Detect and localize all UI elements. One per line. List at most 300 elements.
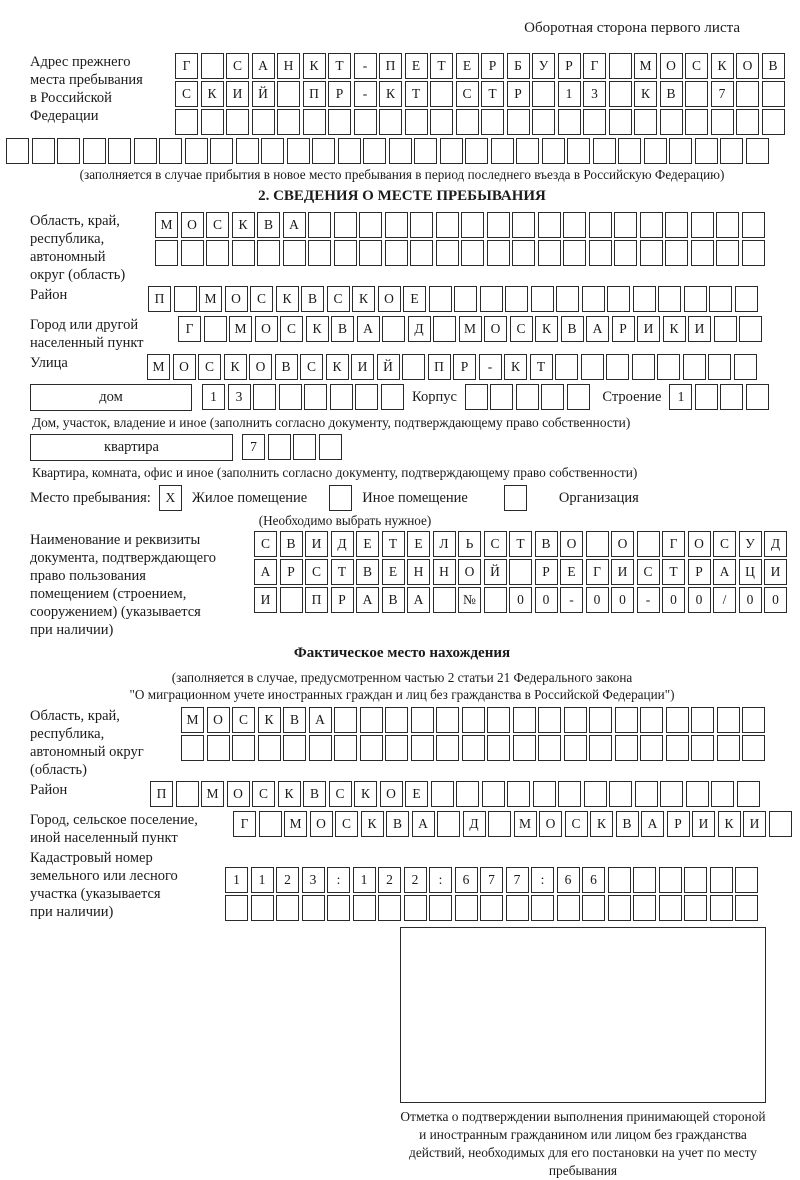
char-box[interactable]	[410, 240, 433, 266]
char-box[interactable]	[564, 735, 587, 761]
char-box[interactable]: С	[637, 559, 660, 585]
char-box[interactable]	[334, 707, 357, 733]
char-box[interactable]: Й	[484, 559, 507, 585]
char-box[interactable]: 3	[228, 384, 251, 410]
char-box[interactable]: В	[331, 316, 354, 342]
char-box[interactable]: Т	[382, 531, 405, 557]
char-box[interactable]	[538, 735, 561, 761]
char-box[interactable]: С	[305, 559, 328, 585]
char-box[interactable]: В	[535, 531, 558, 557]
char-box[interactable]	[201, 109, 224, 135]
char-box[interactable]	[433, 587, 456, 613]
char-box[interactable]	[405, 109, 428, 135]
char-box[interactable]: П	[303, 81, 326, 107]
char-box[interactable]	[201, 53, 224, 79]
char-box[interactable]	[277, 109, 300, 135]
char-box[interactable]: О	[660, 53, 683, 79]
char-box[interactable]	[710, 867, 733, 893]
char-box[interactable]: -	[560, 587, 583, 613]
char-box[interactable]	[509, 559, 532, 585]
char-box[interactable]: Д	[408, 316, 431, 342]
char-box[interactable]	[634, 109, 657, 135]
char-box[interactable]	[385, 707, 408, 733]
char-box[interactable]	[615, 735, 638, 761]
char-box[interactable]	[742, 707, 765, 733]
char-box[interactable]	[736, 109, 759, 135]
char-box[interactable]: С	[250, 286, 273, 312]
char-box[interactable]: Д	[463, 811, 486, 837]
char-box[interactable]	[640, 707, 663, 733]
char-box[interactable]: С	[510, 316, 533, 342]
char-box[interactable]	[287, 138, 310, 164]
char-box[interactable]	[640, 735, 663, 761]
char-box[interactable]: С	[252, 781, 275, 807]
char-box[interactable]: А	[713, 559, 736, 585]
char-box[interactable]: Л	[433, 531, 456, 557]
char-box[interactable]: -	[354, 81, 377, 107]
char-box[interactable]: И	[254, 587, 277, 613]
char-box[interactable]: К	[711, 53, 734, 79]
char-box[interactable]	[181, 735, 204, 761]
char-box[interactable]: 0	[739, 587, 762, 613]
char-box[interactable]	[354, 109, 377, 135]
char-box[interactable]: Р	[558, 53, 581, 79]
char-box[interactable]: У	[739, 531, 762, 557]
char-box[interactable]: -	[354, 53, 377, 79]
char-box[interactable]: П	[305, 587, 328, 613]
char-box[interactable]	[480, 286, 503, 312]
char-box[interactable]	[465, 384, 488, 410]
char-box[interactable]	[542, 138, 565, 164]
char-box[interactable]: М	[147, 354, 170, 380]
char-box[interactable]	[402, 354, 425, 380]
char-box[interactable]: К	[504, 354, 527, 380]
char-box[interactable]: Г	[586, 559, 609, 585]
char-box[interactable]: В	[280, 531, 303, 557]
char-box[interactable]: Т	[662, 559, 685, 585]
char-box[interactable]: Н	[433, 559, 456, 585]
char-box[interactable]: Е	[560, 559, 583, 585]
char-box[interactable]: И	[637, 316, 660, 342]
char-box[interactable]	[684, 867, 707, 893]
char-box[interactable]	[303, 109, 326, 135]
char-box[interactable]	[465, 138, 488, 164]
char-box[interactable]	[709, 286, 732, 312]
char-box[interactable]: У	[532, 53, 555, 79]
char-box[interactable]	[487, 240, 510, 266]
char-box[interactable]	[236, 138, 259, 164]
char-box[interactable]: 0	[535, 587, 558, 613]
char-box[interactable]	[735, 895, 758, 921]
char-box[interactable]	[583, 109, 606, 135]
char-box[interactable]: С	[565, 811, 588, 837]
char-box[interactable]	[507, 109, 530, 135]
char-box[interactable]	[742, 240, 765, 266]
char-box[interactable]	[176, 781, 199, 807]
char-box[interactable]: В	[356, 559, 379, 585]
char-box[interactable]: К	[590, 811, 613, 837]
char-box[interactable]: Р	[667, 811, 690, 837]
char-box[interactable]: О	[458, 559, 481, 585]
char-box[interactable]: К	[232, 212, 255, 238]
char-box[interactable]	[666, 735, 689, 761]
char-box[interactable]: Й	[252, 81, 275, 107]
char-box[interactable]: М	[634, 53, 657, 79]
char-box[interactable]	[308, 240, 331, 266]
char-box[interactable]: Г	[583, 53, 606, 79]
char-box[interactable]: И	[688, 316, 711, 342]
char-box[interactable]: М	[155, 212, 178, 238]
char-box[interactable]: А	[252, 53, 275, 79]
char-box[interactable]: В	[303, 781, 326, 807]
char-box[interactable]	[334, 212, 357, 238]
char-box[interactable]: К	[663, 316, 686, 342]
char-box[interactable]	[607, 286, 630, 312]
char-box[interactable]: В	[275, 354, 298, 380]
char-box[interactable]	[660, 109, 683, 135]
char-box[interactable]: О	[207, 707, 230, 733]
char-box[interactable]: А	[283, 212, 306, 238]
char-box[interactable]	[609, 781, 632, 807]
char-box[interactable]	[736, 81, 759, 107]
char-box[interactable]: 1	[202, 384, 225, 410]
char-box[interactable]: /	[713, 587, 736, 613]
char-box[interactable]	[258, 735, 281, 761]
char-box[interactable]	[430, 109, 453, 135]
char-box[interactable]	[659, 867, 682, 893]
char-box[interactable]	[532, 81, 555, 107]
char-box[interactable]	[429, 895, 452, 921]
char-box[interactable]	[567, 138, 590, 164]
char-box[interactable]	[353, 895, 376, 921]
char-box[interactable]	[618, 138, 641, 164]
char-box[interactable]	[279, 384, 302, 410]
char-box[interactable]	[582, 895, 605, 921]
char-box[interactable]	[691, 707, 714, 733]
char-box[interactable]: А	[586, 316, 609, 342]
char-box[interactable]	[210, 138, 233, 164]
char-box[interactable]	[581, 354, 604, 380]
char-box[interactable]	[319, 434, 342, 460]
char-box[interactable]	[582, 286, 605, 312]
char-box[interactable]: Р	[481, 53, 504, 79]
char-box[interactable]	[563, 212, 586, 238]
char-box[interactable]: С	[175, 81, 198, 107]
char-box[interactable]	[360, 707, 383, 733]
char-box[interactable]: Р	[612, 316, 635, 342]
char-box[interactable]	[567, 384, 590, 410]
char-box[interactable]: О	[227, 781, 250, 807]
char-box[interactable]	[251, 895, 274, 921]
char-box[interactable]	[283, 240, 306, 266]
char-box[interactable]: С	[226, 53, 249, 79]
char-box[interactable]	[232, 240, 255, 266]
char-box[interactable]: И	[743, 811, 766, 837]
char-box[interactable]: К	[326, 354, 349, 380]
char-box[interactable]: К	[201, 81, 224, 107]
char-box[interactable]	[259, 811, 282, 837]
char-box[interactable]	[134, 138, 157, 164]
char-box[interactable]	[589, 735, 612, 761]
char-box[interactable]	[308, 212, 331, 238]
char-box[interactable]	[491, 138, 514, 164]
char-box[interactable]	[277, 81, 300, 107]
char-box[interactable]	[411, 707, 434, 733]
char-box[interactable]	[684, 286, 707, 312]
char-box[interactable]	[584, 781, 607, 807]
char-box[interactable]	[615, 707, 638, 733]
char-box[interactable]	[513, 707, 536, 733]
char-box[interactable]: 7	[242, 434, 265, 460]
char-box[interactable]: С	[685, 53, 708, 79]
char-box[interactable]	[389, 138, 412, 164]
char-box[interactable]: Г	[662, 531, 685, 557]
char-box[interactable]	[684, 895, 707, 921]
char-box[interactable]: К	[718, 811, 741, 837]
char-box[interactable]	[268, 434, 291, 460]
char-box[interactable]	[637, 531, 660, 557]
char-box[interactable]	[516, 138, 539, 164]
char-box[interactable]: К	[535, 316, 558, 342]
char-box[interactable]: 7	[506, 867, 529, 893]
char-box[interactable]: С	[327, 286, 350, 312]
char-box[interactable]	[108, 138, 131, 164]
char-box[interactable]: 3	[302, 867, 325, 893]
char-box[interactable]: И	[351, 354, 374, 380]
char-box[interactable]: 6	[455, 867, 478, 893]
char-box[interactable]: О	[539, 811, 562, 837]
char-box[interactable]: А	[254, 559, 277, 585]
char-box[interactable]	[334, 735, 357, 761]
char-box[interactable]	[589, 707, 612, 733]
char-box[interactable]	[762, 109, 785, 135]
char-box[interactable]: Р	[453, 354, 476, 380]
char-box[interactable]: А	[309, 707, 332, 733]
char-box[interactable]: В	[386, 811, 409, 837]
char-box[interactable]: Н	[407, 559, 430, 585]
char-box[interactable]	[586, 531, 609, 557]
char-box[interactable]	[640, 240, 663, 266]
char-box[interactable]: К	[306, 316, 329, 342]
char-box[interactable]	[155, 240, 178, 266]
char-box[interactable]: А	[407, 587, 430, 613]
char-box[interactable]: П	[150, 781, 173, 807]
char-box[interactable]: Т	[509, 531, 532, 557]
char-box[interactable]: И	[692, 811, 715, 837]
char-box[interactable]	[480, 895, 503, 921]
char-box[interactable]	[378, 895, 401, 921]
char-box[interactable]: О	[560, 531, 583, 557]
char-box[interactable]	[487, 212, 510, 238]
char-box[interactable]	[746, 138, 769, 164]
char-box[interactable]	[433, 316, 456, 342]
char-box[interactable]	[533, 781, 556, 807]
char-box[interactable]	[456, 109, 479, 135]
char-box[interactable]: 1	[225, 867, 248, 893]
char-box[interactable]	[174, 286, 197, 312]
char-box[interactable]	[695, 384, 718, 410]
char-box[interactable]	[490, 384, 513, 410]
char-box[interactable]: К	[258, 707, 281, 733]
char-box[interactable]	[257, 240, 280, 266]
char-box[interactable]	[512, 212, 535, 238]
char-box[interactable]	[711, 109, 734, 135]
char-box[interactable]: 2	[404, 867, 427, 893]
char-box[interactable]: Т	[331, 559, 354, 585]
char-box[interactable]: Н	[277, 53, 300, 79]
char-box[interactable]: О	[380, 781, 403, 807]
char-box[interactable]: Е	[407, 531, 430, 557]
char-box[interactable]	[363, 138, 386, 164]
char-box[interactable]	[532, 109, 555, 135]
char-box[interactable]: 0	[586, 587, 609, 613]
char-box[interactable]	[769, 811, 792, 837]
char-box[interactable]: Г	[175, 53, 198, 79]
char-box[interactable]	[484, 587, 507, 613]
char-box[interactable]: 7	[711, 81, 734, 107]
char-box[interactable]: И	[611, 559, 634, 585]
char-box[interactable]: С	[232, 707, 255, 733]
char-box[interactable]	[207, 735, 230, 761]
char-box[interactable]: Е	[356, 531, 379, 557]
char-box[interactable]: 0	[688, 587, 711, 613]
char-box[interactable]: 2	[378, 867, 401, 893]
char-box[interactable]: С	[484, 531, 507, 557]
char-box[interactable]	[735, 286, 758, 312]
char-box[interactable]	[487, 735, 510, 761]
char-box[interactable]	[204, 316, 227, 342]
char-box[interactable]	[309, 735, 332, 761]
char-box[interactable]	[359, 240, 382, 266]
char-box[interactable]	[556, 286, 579, 312]
char-box[interactable]	[382, 316, 405, 342]
char-box[interactable]	[512, 240, 535, 266]
char-box[interactable]	[666, 707, 689, 733]
char-box[interactable]	[385, 240, 408, 266]
char-box[interactable]	[711, 781, 734, 807]
char-box[interactable]	[734, 354, 757, 380]
char-box[interactable]	[691, 240, 714, 266]
char-box[interactable]	[414, 138, 437, 164]
char-box[interactable]	[644, 138, 667, 164]
char-box[interactable]	[462, 735, 485, 761]
char-box[interactable]	[614, 212, 637, 238]
char-box[interactable]: Г	[178, 316, 201, 342]
char-box[interactable]	[659, 895, 682, 921]
char-box[interactable]: Е	[405, 781, 428, 807]
char-box[interactable]	[660, 781, 683, 807]
char-box[interactable]	[359, 212, 382, 238]
char-box[interactable]	[304, 384, 327, 410]
char-box[interactable]: 3	[583, 81, 606, 107]
stay-option-checkbox-residential[interactable]: X	[159, 485, 182, 511]
char-box[interactable]: О	[225, 286, 248, 312]
char-box[interactable]	[487, 707, 510, 733]
char-box[interactable]: Т	[328, 53, 351, 79]
char-box[interactable]: М	[201, 781, 224, 807]
char-box[interactable]: 0	[764, 587, 787, 613]
char-box[interactable]	[609, 81, 632, 107]
char-box[interactable]: :	[531, 867, 554, 893]
char-box[interactable]	[633, 895, 656, 921]
char-box[interactable]	[665, 240, 688, 266]
char-box[interactable]	[312, 138, 335, 164]
char-box[interactable]	[685, 109, 708, 135]
char-box[interactable]	[436, 212, 459, 238]
char-box[interactable]	[557, 895, 580, 921]
char-box[interactable]: К	[303, 53, 326, 79]
char-box[interactable]	[609, 109, 632, 135]
char-box[interactable]	[431, 781, 454, 807]
char-box[interactable]	[742, 212, 765, 238]
char-box[interactable]: 1	[353, 867, 376, 893]
char-box[interactable]: Д	[764, 531, 787, 557]
char-box[interactable]	[717, 735, 740, 761]
char-box[interactable]: И	[764, 559, 787, 585]
char-box[interactable]	[481, 109, 504, 135]
char-box[interactable]	[226, 109, 249, 135]
char-box[interactable]	[381, 384, 404, 410]
char-box[interactable]	[461, 240, 484, 266]
char-box[interactable]: Р	[280, 559, 303, 585]
char-box[interactable]	[708, 354, 731, 380]
char-box[interactable]	[280, 587, 303, 613]
char-box[interactable]: О	[249, 354, 272, 380]
char-box[interactable]	[695, 138, 718, 164]
char-box[interactable]: А	[412, 811, 435, 837]
char-box[interactable]: М	[514, 811, 537, 837]
char-box[interactable]	[461, 212, 484, 238]
char-box[interactable]	[338, 138, 361, 164]
char-box[interactable]	[175, 109, 198, 135]
char-box[interactable]: Р	[331, 587, 354, 613]
char-box[interactable]: Г	[233, 811, 256, 837]
char-box[interactable]: О	[736, 53, 759, 79]
char-box[interactable]	[488, 811, 511, 837]
char-box[interactable]	[593, 138, 616, 164]
char-box[interactable]	[83, 138, 106, 164]
char-box[interactable]: К	[354, 781, 377, 807]
char-box[interactable]: 1	[669, 384, 692, 410]
char-box[interactable]	[513, 735, 536, 761]
char-box[interactable]	[276, 895, 299, 921]
char-box[interactable]	[440, 138, 463, 164]
char-box[interactable]: М	[181, 707, 204, 733]
char-box[interactable]	[669, 138, 692, 164]
char-box[interactable]	[57, 138, 80, 164]
char-box[interactable]	[411, 735, 434, 761]
char-box[interactable]: В	[561, 316, 584, 342]
char-box[interactable]	[225, 895, 248, 921]
char-box[interactable]	[538, 707, 561, 733]
char-box[interactable]	[185, 138, 208, 164]
char-box[interactable]: 0	[509, 587, 532, 613]
char-box[interactable]	[762, 81, 785, 107]
char-box[interactable]: О	[181, 212, 204, 238]
char-box[interactable]	[516, 384, 539, 410]
char-box[interactable]: В	[616, 811, 639, 837]
char-box[interactable]: Р	[535, 559, 558, 585]
char-box[interactable]	[746, 384, 769, 410]
char-box[interactable]: С	[280, 316, 303, 342]
char-box[interactable]	[686, 781, 709, 807]
char-box[interactable]: Т	[430, 53, 453, 79]
char-box[interactable]: Т	[481, 81, 504, 107]
char-box[interactable]: :	[327, 867, 350, 893]
char-box[interactable]: 6	[557, 867, 580, 893]
char-box[interactable]	[507, 781, 530, 807]
char-box[interactable]: С	[254, 531, 277, 557]
